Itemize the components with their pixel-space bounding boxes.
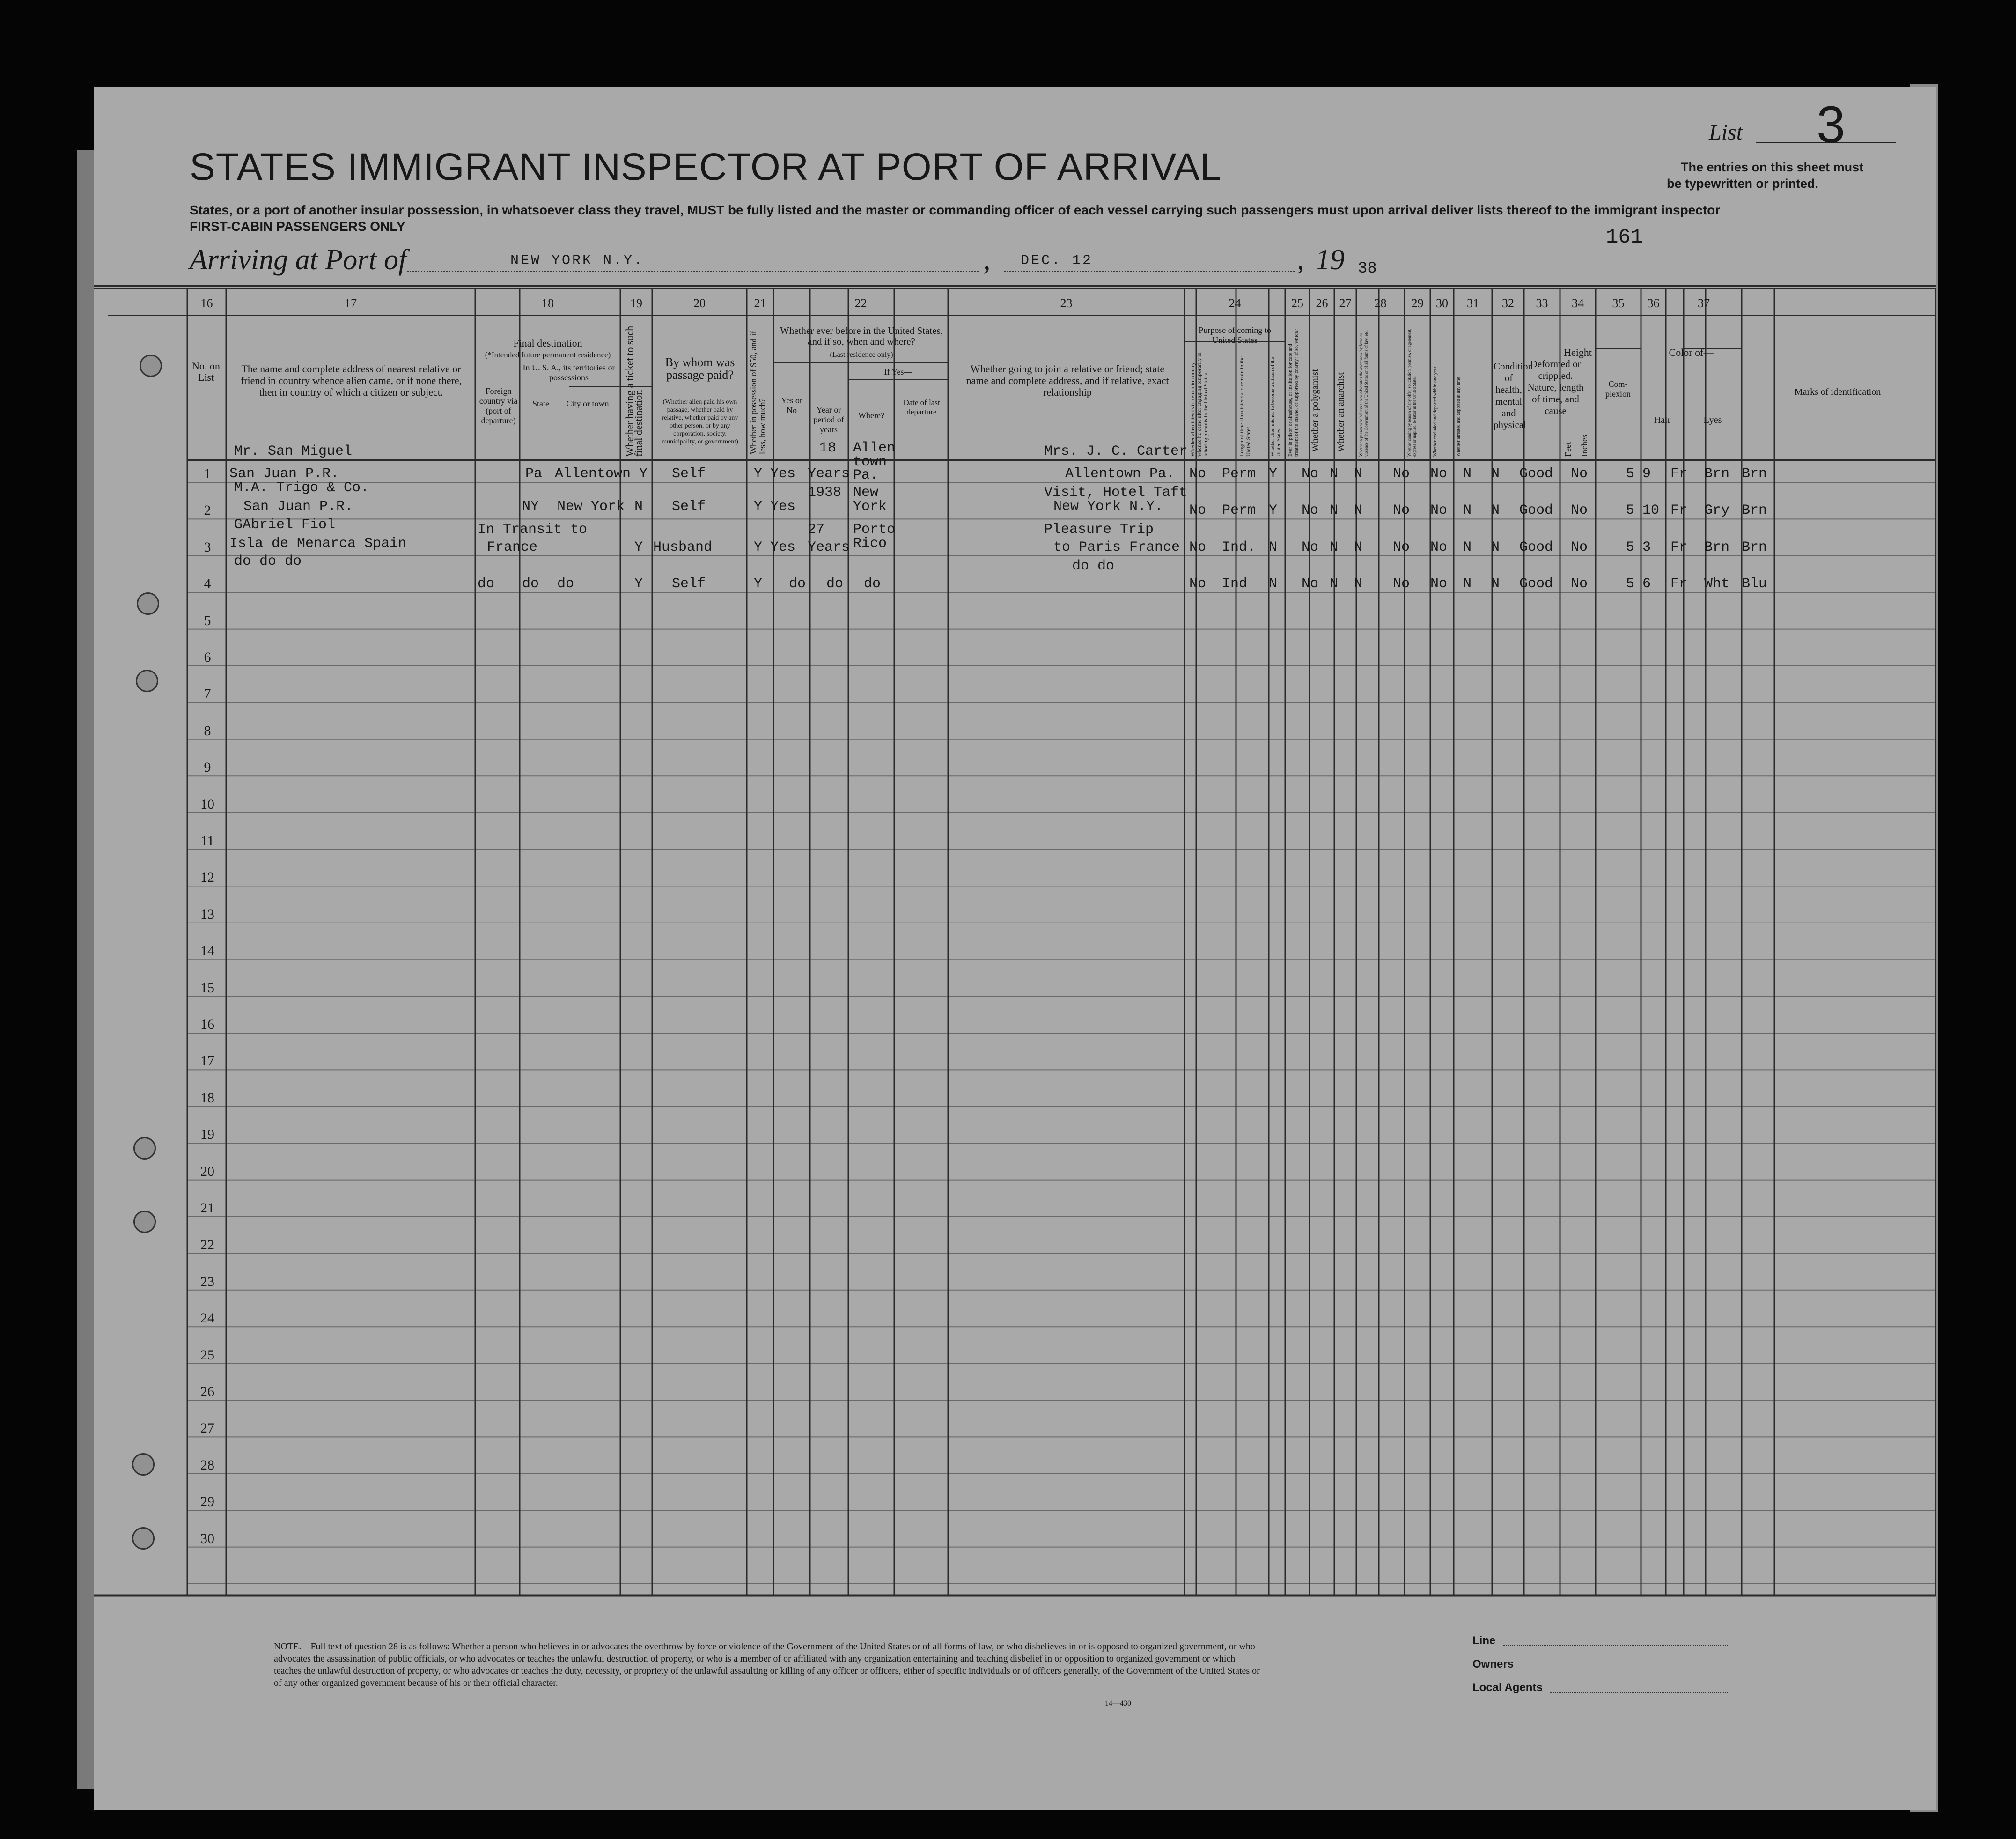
height-inches: 10 — [1642, 502, 1660, 519]
punch-hole — [132, 1527, 155, 1550]
header-color-of: Color of— — [1669, 347, 1714, 358]
table-grid — [94, 87, 1936, 1810]
arrival-date: DEC. 12 — [1021, 253, 1093, 269]
ticket: Y — [639, 466, 648, 482]
agents-label: Local Agents — [1472, 1681, 1543, 1694]
row-number: 25 — [200, 1347, 214, 1363]
column-number: 24 — [1229, 296, 1241, 310]
become-citizen: Y — [1269, 466, 1278, 482]
header-where: Where? — [858, 411, 884, 420]
passage-paid-by: Self — [672, 499, 706, 515]
row-number: 16 — [200, 1017, 214, 1032]
header-hair: Hair — [1654, 415, 1671, 425]
punch-hole — [140, 355, 162, 377]
row-number: 11 — [200, 833, 214, 849]
header-yes-or-no: Yes or No — [781, 396, 802, 415]
header-labor-offer: Whether coming by reason of any offer, solicitation, promise, or agreement, express or implied, to labor in the United States — [1407, 328, 1417, 457]
row-number: 7 — [204, 686, 211, 702]
anarchist: N — [1354, 466, 1363, 482]
row-number: 18 — [200, 1090, 214, 1106]
year-prefix: 19 — [1316, 244, 1345, 276]
header-feet: Feet — [1563, 442, 1573, 457]
column-number: 21 — [754, 296, 766, 310]
relative-address: Isla de Menarca Spain — [229, 535, 407, 552]
row-number: 19 — [200, 1127, 214, 1143]
foreign-country: do — [478, 576, 495, 592]
question-28: No — [1393, 576, 1410, 592]
row-number: 10 — [200, 796, 214, 812]
ever-before: Yes — [770, 466, 796, 482]
owners-label: Owners — [1472, 1658, 1514, 1670]
labor-offer: No — [1430, 466, 1448, 482]
height-feet: 5 — [1626, 466, 1635, 482]
period-years-2: Years — [808, 539, 850, 555]
line-label: Line — [1472, 1634, 1496, 1647]
passage-paid-by: Self — [672, 576, 706, 592]
column-number: 30 — [1436, 296, 1448, 310]
eye-color: Blu — [1742, 576, 1767, 592]
where: Porto — [853, 521, 896, 538]
form-title: STATES IMMIGRANT INSPECTOR AT PORT OF ARRIVAL — [190, 146, 1222, 188]
height-feet: 5 — [1626, 502, 1635, 519]
anarchist: N — [1354, 576, 1363, 592]
eye-color: Brn — [1742, 466, 1767, 482]
row-number: 12 — [200, 870, 214, 886]
row-number: 24 — [200, 1310, 214, 1326]
header-relative: The name and complete address of nearest relative or friend in country whence alien came, or if none there, then in country of which a citizen or subject. — [240, 363, 462, 398]
length-of-stay: Perm — [1222, 466, 1256, 482]
column-number: 20 — [693, 296, 706, 310]
list-number: 3 — [1817, 96, 1846, 154]
header-no-on-list: No. on List — [192, 360, 220, 383]
length-of-stay: Ind. — [1222, 539, 1256, 555]
polygamist: N — [1330, 576, 1339, 592]
hair-color: Gry — [1704, 502, 1730, 519]
where: Allen — [853, 440, 896, 456]
column-number: 27 — [1339, 296, 1352, 310]
become-citizen: Y — [1269, 502, 1278, 519]
eye-color: Brn — [1742, 539, 1767, 555]
typewritten-note-1: The entries on this sheet must — [1681, 160, 1864, 174]
join-address: New York N.Y. — [1053, 499, 1163, 515]
row-number: 4 — [204, 576, 211, 592]
header-city: City or town — [566, 399, 609, 408]
column-number: 16 — [200, 296, 213, 310]
deformed: No — [1571, 466, 1588, 482]
header-state: State — [532, 399, 549, 408]
where: do — [864, 576, 881, 592]
header-passage-paid-note: (Whether alien paid his own passage, whether paid by relative, whether paid by any other person, or by any corporation, society, municipality, or government) — [662, 399, 738, 445]
complexion: Fr — [1670, 466, 1688, 482]
return-intent: No — [1189, 466, 1207, 482]
row-number: 21 — [200, 1200, 214, 1216]
relative-address: San Juan P.R. — [229, 466, 339, 482]
row-number: 13 — [200, 906, 214, 922]
typewritten-note-2: be typewritten or printed. — [1667, 177, 1819, 191]
join-relative: do do — [1072, 558, 1115, 575]
prison: No — [1302, 539, 1319, 555]
excluded: N — [1463, 502, 1472, 519]
join-address: to Paris France — [1053, 539, 1180, 555]
header-height: Height — [1564, 347, 1592, 358]
row-number: 8 — [204, 723, 211, 739]
labor-offer: No — [1430, 576, 1448, 592]
header-ever-before: Whether ever before in the United States, and if so, when and where? — [780, 325, 943, 347]
destination-state: do — [522, 576, 539, 592]
header-deported: Whether arrested and deported at any time — [1456, 377, 1461, 457]
question-28: No — [1393, 539, 1410, 555]
anarchist: N — [1354, 502, 1363, 519]
join-address: Allentown Pa. — [1065, 466, 1175, 482]
column-number: 36 — [1647, 296, 1660, 310]
header-return-intent: Whether alien intends to return to country whence he came after engaging temporarily in laboring pursuits in the United States — [1189, 352, 1209, 457]
height-inches: 9 — [1642, 466, 1651, 482]
relative-name: M.A. Trigo & Co. — [234, 480, 369, 496]
header-final-destination: Final destination — [513, 337, 582, 349]
height-inches: 3 — [1642, 539, 1651, 555]
agents-field — [1550, 1692, 1728, 1693]
row-number: 14 — [200, 943, 214, 959]
health: Good — [1519, 502, 1553, 519]
excluded: N — [1463, 576, 1472, 592]
return-intent: No — [1189, 576, 1207, 592]
list-label: List — [1709, 120, 1743, 145]
row-number: 2 — [204, 502, 211, 518]
column-number: 33 — [1536, 296, 1548, 310]
complexion: Fr — [1670, 502, 1688, 519]
column-number: 28 — [1374, 296, 1387, 310]
row-number: 28 — [200, 1457, 214, 1473]
header-ticket: Whether having a ticket to such final destination — [624, 325, 644, 457]
column-number: 25 — [1291, 296, 1303, 310]
where-2: York — [853, 499, 887, 515]
column-number: 22 — [854, 296, 867, 310]
prison: No — [1302, 576, 1319, 592]
header-excluded: Whether excluded and deported within one year — [1433, 366, 1438, 457]
destination-city: New York — [557, 499, 625, 515]
column-number: 34 — [1572, 296, 1584, 310]
row-number: 17 — [200, 1053, 214, 1069]
join-relative: Visit, Hotel Taft — [1044, 485, 1188, 501]
arrival-port: NEW YORK N.Y. — [510, 253, 645, 269]
header-fifty-dollars: Whether in possession of $50, and if less, how much? — [749, 331, 767, 454]
header-deformed: Deformed or crippled. Nature, length of time, and cause — [1527, 358, 1584, 416]
page-number: 161 — [1606, 226, 1643, 249]
passage-paid-by: Husband — [653, 539, 713, 555]
row-number: 29 — [200, 1494, 214, 1510]
comma-1: , — [983, 244, 991, 276]
form-instructions: States, or a port of another insular possession, in whatsoever class they travel, MUST be fully listed and the master or commanding officer of each vessel carrying such passengers must upon arrival deliver lists thereof to the immigrant inspector — [190, 203, 1721, 217]
ticket: N — [634, 499, 643, 515]
column-number: 23 — [1060, 296, 1073, 310]
excluded: N — [1463, 539, 1472, 555]
comma-2: , — [1297, 244, 1304, 276]
row-number: 15 — [200, 980, 214, 996]
header-year-period: Year or period of years — [813, 405, 844, 434]
deported: N — [1491, 466, 1500, 482]
row-number: 1 — [204, 466, 211, 481]
has-fifty-dollars: Y — [754, 499, 763, 515]
header-become-citizen: Whether alien intends to become a citizen of the United States — [1270, 357, 1281, 457]
arriving-label: Arriving at Port of — [190, 244, 407, 276]
form-number: 14—430 — [1105, 1699, 1131, 1707]
header-complexion: Com-plexion — [1605, 379, 1631, 399]
height-feet: 5 — [1626, 576, 1635, 592]
period-years: do — [826, 576, 844, 592]
deformed: No — [1571, 539, 1588, 555]
prison: No — [1302, 502, 1319, 519]
row-number: 6 — [204, 650, 211, 665]
header-polygamist: Whether a polygamist — [1310, 369, 1320, 452]
hair-color: Brn — [1704, 466, 1730, 482]
manifest-sheet — [94, 87, 1936, 1810]
column-number: 31 — [1467, 296, 1479, 310]
header-final-destination-note: (*Intended future permanent residence) — [485, 350, 611, 359]
deformed: No — [1571, 576, 1588, 592]
polygamist: N — [1330, 502, 1339, 519]
punch-hole — [132, 1453, 155, 1476]
ever-before: Yes — [770, 499, 796, 515]
hair-color: Wht — [1704, 576, 1730, 592]
join-relative: Mrs. J. C. Carter — [1044, 443, 1188, 459]
column-number: 32 — [1502, 296, 1514, 310]
has-fifty-dollars: Y — [754, 539, 763, 555]
row-number: 22 — [200, 1237, 214, 1253]
column-number: 17 — [345, 296, 357, 310]
header-passage-paid: By whom was passage paid? — [665, 355, 735, 382]
header-anarchist: Whether an anarchist — [1336, 372, 1346, 452]
header-foreign-country: Foreign country via (port of departure)— — [479, 386, 518, 435]
deported: N — [1491, 502, 1500, 519]
relative-name: Mr. San Miguel — [234, 443, 353, 459]
punch-hole — [133, 1211, 156, 1233]
anarchist: N — [1354, 539, 1363, 555]
where-3: Pa. — [853, 467, 879, 483]
passenger-class: FIRST-CABIN PASSENGERS ONLY — [190, 219, 405, 234]
row-number: 3 — [204, 539, 211, 555]
line-field — [1503, 1645, 1728, 1646]
length-of-stay: Ind — [1222, 576, 1248, 592]
length-of-stay: Perm — [1222, 502, 1256, 519]
become-citizen: N — [1269, 576, 1278, 592]
header-purpose: Purpose of coming to United States — [1199, 325, 1271, 345]
row-number: 27 — [200, 1420, 214, 1436]
ticket: Y — [634, 576, 643, 592]
relative-address: San Juan P.R. — [243, 499, 353, 515]
deformed: No — [1571, 502, 1588, 519]
row-number: 30 — [200, 1530, 214, 1546]
header-eyes: Eyes — [1703, 415, 1722, 425]
year-suffix: 38 — [1358, 260, 1377, 278]
header-prison: Ever in prison or almshouse, or institution for care and treatment of the insane, or supported by charity? If so, which? — [1288, 328, 1299, 457]
period-years-2: Years — [808, 466, 850, 482]
column-number: 29 — [1411, 296, 1424, 310]
row-number: 26 — [200, 1384, 214, 1399]
health: Good — [1519, 466, 1553, 482]
header-inches: Inches — [1580, 435, 1589, 457]
foreign-country: In Transit to — [478, 521, 588, 538]
row-number: 5 — [204, 613, 211, 628]
deported: N — [1491, 576, 1500, 592]
header-if-yes: If Yes— — [884, 367, 912, 377]
destination-city: do — [557, 576, 574, 592]
passage-paid-by: Self — [672, 466, 706, 482]
has-fifty-dollars: Y — [754, 576, 763, 592]
join-relative: Pleasure Trip — [1044, 521, 1154, 538]
period-years: 27 — [808, 521, 825, 538]
height-feet: 5 — [1626, 539, 1635, 555]
header-marks: Marks of identification — [1794, 387, 1881, 397]
polygamist: N — [1330, 466, 1339, 482]
relative-name: GAbriel Fiol — [234, 517, 336, 533]
row-number: 20 — [200, 1163, 214, 1179]
question-28-note: NOTE.—Full text of question 28 is as follows: Whether a person who believes in or advocates the overthrow by force or violence of the Government of the United States or of all forms of law, or who disbelieves in or is opposed to organized government, or who advocates the assassination of public officials, or who advocates or teaches the unlawful destruction of property, or who is a member of or affiliated with any organization entertaining and teaching disbelief in or opposition to organized government or which teaches the unlawful destruction of property, or who advocates or teaches the duty, necessity, or propriety of the unlawful assaulting or killing of any officer or officers, either of specific individuals or of officers generally, of the Government of the United States or of any other organized government because of his or their official character. — [274, 1641, 1260, 1688]
prison: No — [1302, 466, 1319, 482]
question-28: No — [1393, 502, 1410, 519]
column-number: 19 — [630, 296, 642, 310]
column-number: 26 — [1316, 296, 1328, 310]
row-number: 9 — [204, 760, 211, 775]
column-number: 37 — [1698, 296, 1710, 310]
ever-before: do — [789, 576, 806, 592]
foreign-country-2: France — [487, 539, 538, 555]
height-inches: 6 — [1642, 576, 1651, 592]
period-years: 1938 — [808, 485, 842, 501]
header-question-28: Whether a person who believes in or advocates the overthrow by force or violence of the Government of the United States or of all forms of law, etc. — [1359, 330, 1369, 457]
where: New — [853, 485, 879, 501]
health: Good — [1519, 576, 1553, 592]
destination-state: Pa — [525, 466, 543, 482]
question-28: No — [1393, 466, 1410, 482]
period-years: 18 — [819, 440, 837, 456]
header-length-stay: Length of time alien intends to remain in the United States — [1238, 356, 1251, 457]
relative-name: do do do — [234, 554, 302, 570]
hair-color: Brn — [1704, 539, 1730, 555]
destination-state: NY — [522, 499, 539, 515]
ever-before: Yes — [770, 539, 796, 555]
polygamist: N — [1330, 539, 1339, 555]
labor-offer: No — [1430, 502, 1448, 519]
column-number: 35 — [1612, 296, 1625, 310]
ticket: Y — [634, 539, 643, 555]
has-fifty-dollars: Y — [754, 466, 763, 482]
punch-hole — [137, 592, 159, 615]
row-number: 23 — [200, 1273, 214, 1289]
complexion: Fr — [1670, 539, 1688, 555]
health: Good — [1519, 539, 1553, 555]
header-ever-before-note: (Last residence only) — [830, 351, 893, 359]
return-intent: No — [1189, 502, 1207, 519]
punch-hole — [136, 670, 158, 692]
eye-color: Brn — [1742, 502, 1767, 519]
excluded: N — [1463, 466, 1472, 482]
labor-offer: No — [1430, 539, 1448, 555]
header-health: Condition of health, mental and physical — [1494, 361, 1533, 430]
deported: N — [1491, 539, 1500, 555]
punch-hole — [133, 1137, 156, 1160]
return-intent: No — [1189, 539, 1207, 555]
column-number: 18 — [542, 296, 554, 310]
header-last-departure: Date of last departure — [903, 398, 940, 416]
where-2: town — [853, 454, 887, 470]
header-join-relative: Whether going to join a relative or friend; state name and complete address, and if relative, exact relationship — [966, 363, 1169, 398]
destination-city: Allentown — [555, 466, 631, 482]
complexion: Fr — [1670, 576, 1688, 592]
where-2: Rico — [853, 535, 887, 552]
header-in-usa: In U. S. A., its territories or possessions — [522, 363, 615, 382]
become-citizen: N — [1269, 539, 1278, 555]
